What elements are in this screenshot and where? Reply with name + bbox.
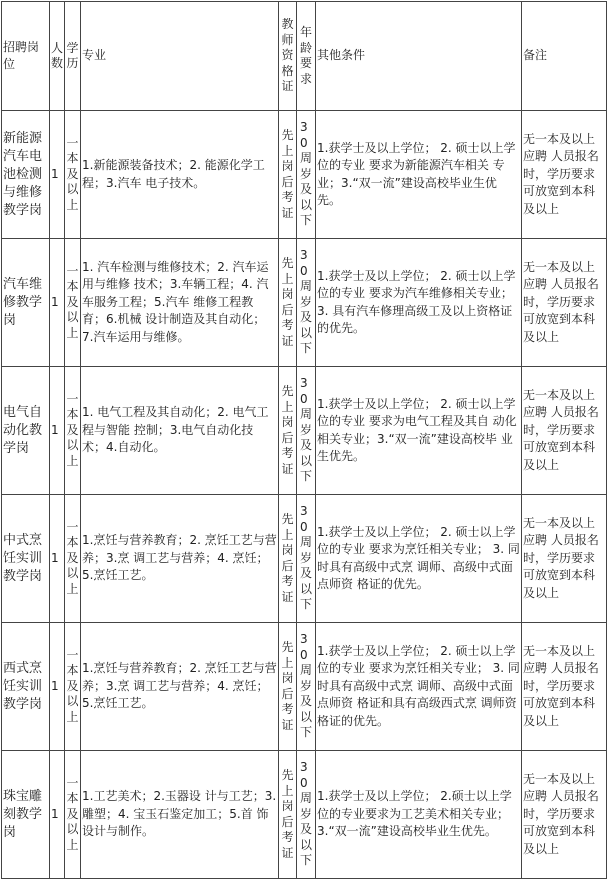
header-certificate: 教师资格证	[279, 2, 297, 111]
cell-remarks: 无一本及以上应聘 人员报名时，学历要求可放宽到本科 及以上	[522, 111, 607, 239]
table-row	[2, 111, 607, 239]
cell-age: 30周岁及以下	[297, 239, 316, 367]
cell-certificate: 先上岗后考证	[279, 111, 297, 239]
cell-education: 一本及以上	[65, 751, 81, 879]
table-row	[2, 751, 607, 879]
cell-remarks: 无一本及以上应聘 人员报名时，学历要求可放宽到本科 及以上	[522, 623, 607, 751]
cell-remarks: 无一本及以上应聘 人员报名时，学历要求可放宽到本科 及以上	[522, 751, 607, 879]
cell-position: 汽车维修教学岗	[2, 239, 50, 367]
cell-education: 一本及以上	[65, 239, 81, 367]
cell-major: 1.新能源装备技术；2. 能源化学工程；3.汽车 电子技术。	[81, 111, 279, 239]
header-education: 学历	[65, 2, 81, 111]
table-header-row	[2, 2, 607, 111]
cell-position: 电气自动化教学岗	[2, 367, 50, 495]
cell-major: 1.烹饪与营养教育；2. 烹饪工艺与营养；3.烹 调工艺与营养；4. 烹饪；5.烹饪工艺。	[81, 495, 279, 623]
cell-age: 30周岁及以下	[297, 751, 316, 879]
recruitment-table	[1, 1, 607, 879]
cell-conditions: 1.获学士及以上学位； 2. 硕士以上学位的专业 要求为烹饪相关专业； 3. 同时具有高级中式烹 调师、高级中式面点师资 格证的优先。	[316, 495, 522, 623]
cell-position: 新能源汽车电池检测与维修教学岗	[2, 111, 50, 239]
cell-education: 一本及以上	[65, 367, 81, 495]
cell-count: 1	[50, 751, 65, 879]
cell-certificate: 先上岗后考证	[279, 239, 297, 367]
cell-count: 1	[50, 239, 65, 367]
header-remarks: 备注	[522, 2, 607, 111]
cell-certificate: 先上岗后考证	[279, 495, 297, 623]
cell-age: 30周岁及以下	[297, 367, 316, 495]
cell-conditions: 1.获学士及以上学位； 2. 硕士以上学位的专业 要求为电气工程及其自 动化相关专业；3.“双一流”建设高校毕 业生优先。	[316, 367, 522, 495]
cell-education: 一本及以上	[65, 495, 81, 623]
cell-count: 1	[50, 623, 65, 751]
cell-conditions: 1.获学士及以上学位； 2. 硕士以上学位的专业 要求为新能源汽车相关 专业；3.“双一流”建设高校毕业生优先。	[316, 111, 522, 239]
cell-remarks: 无一本及以上应聘 人员报名时，学历要求可放宽到本科 及以上	[522, 495, 607, 623]
cell-major: 1. 汽车检测与维修技术；2. 汽车运用与维修 技术；3.车辆工程；4. 汽车服务工程；5.汽车 维修工程教育；6.机械 设计制造及其自动化； 7.汽车运用与维修。	[81, 239, 279, 367]
cell-position: 西式烹饪实训教学岗	[2, 623, 50, 751]
header-age: 年龄要求	[297, 2, 316, 111]
table-row	[2, 495, 607, 623]
header-position: 招聘岗位	[2, 2, 50, 111]
cell-major: 1. 电气工程及其自动化；2. 电气工程与智能 控制；3.电气自动化技 术；4.自动化。	[81, 367, 279, 495]
cell-position: 中式烹饪实训教学岗	[2, 495, 50, 623]
table-row	[2, 623, 607, 751]
cell-count: 1	[50, 367, 65, 495]
cell-count: 1	[50, 111, 65, 239]
cell-count: 1	[50, 495, 65, 623]
cell-remarks: 无一本及以上应聘 人员报名时，学历要求可放宽到本科 及以上	[522, 239, 607, 367]
cell-certificate: 先上岗后考证	[279, 751, 297, 879]
header-count: 人数	[50, 2, 65, 111]
cell-remarks: 无一本及以上应聘 人员报名时，学历要求可放宽到本科 及以上	[522, 367, 607, 495]
cell-conditions: 1.获学士及以上学位； 2. 硕士以上学位的专业 要求为汽车维修相关专业； 3. 具有汽车修理高级工及以上资格证的优先。	[316, 239, 522, 367]
cell-age: 30周岁及以下	[297, 495, 316, 623]
cell-position: 珠宝雕刻教学岗	[2, 751, 50, 879]
cell-major: 1.工艺美术；2.玉器设 计与工艺；3.雕塑；4. 宝玉石鉴定加工；5.首 饰设计与制作。	[81, 751, 279, 879]
header-conditions: 其他条件	[316, 2, 522, 111]
cell-major: 1.烹饪与营养教育；2. 烹饪工艺与营养；3.烹 调工艺与营养；4. 烹饪； 5.烹饪工艺。	[81, 623, 279, 751]
cell-certificate: 先上岗后考证	[279, 623, 297, 751]
cell-conditions: 1.获学士及以上学位； 2.硕士以上学位的专业要求为工艺美术相关专业；3.“双一流”建设高校毕业生优先。	[316, 751, 522, 879]
table-row	[2, 239, 607, 367]
table-row	[2, 367, 607, 495]
cell-conditions: 1.获学士及以上学位； 2. 硕士以上学位的专业 要求为烹饪相关专业； 3. 同时具有高级中式烹 调师、高级中式面点师资 格证和具有高级西式烹 调师资格证的优先。	[316, 623, 522, 751]
header-major: 专业	[81, 2, 279, 111]
cell-age: 30周岁及以下	[297, 111, 316, 239]
cell-education: 一本及以上	[65, 623, 81, 751]
cell-certificate: 先上岗后考证	[279, 367, 297, 495]
cell-age: 30周岁及以下	[297, 623, 316, 751]
cell-education: 一本及以上	[65, 111, 81, 239]
